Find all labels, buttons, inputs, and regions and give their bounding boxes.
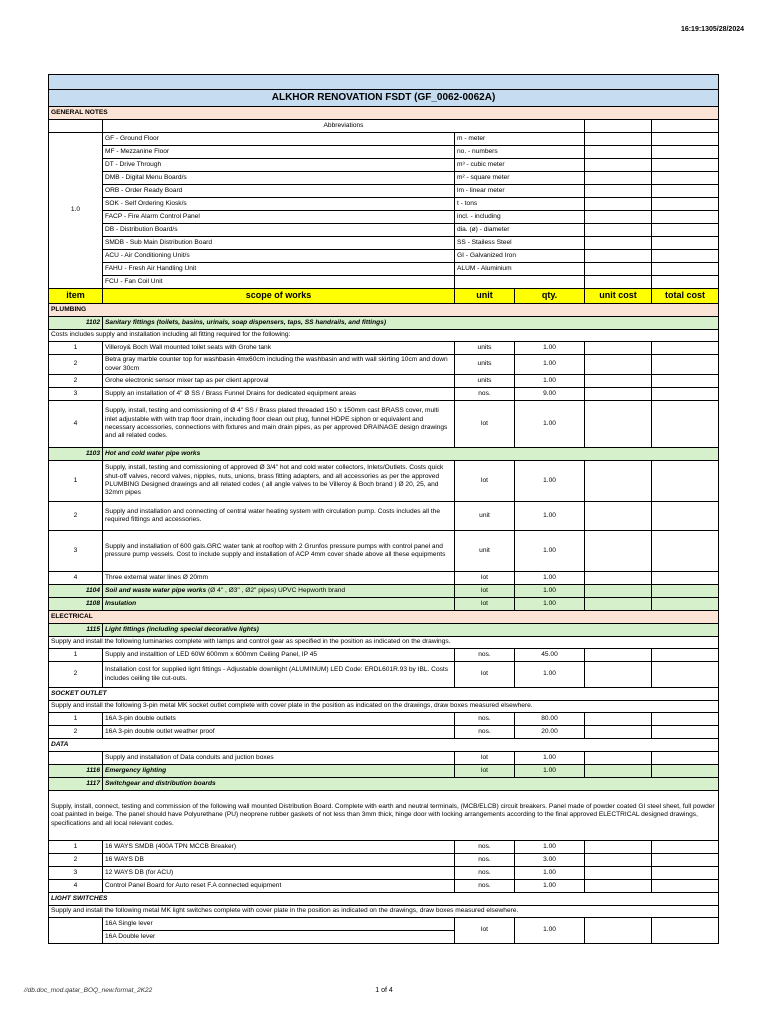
item-unit-cost (585, 572, 652, 585)
item-unit: lot (455, 918, 515, 944)
distribution-board-note: Supply, install, connect, testing and commission of the following wall mounted Distribution Board. Complete with earth and neutral terminals, (MCB/ELCB) circuit breakers. Panel made of powder coated GI steel sheet, full powder coat painted in beige. The panel should have Polyurethane (PU) neoprene rubber gaskets of not less than 3mm thick, hinge door with locking arrangements according to the final approved ELECTRICAL designed drawings, specifications and all local relevant codes. (49, 791, 719, 841)
section-title (103, 585, 455, 598)
item-unit-cost (585, 375, 652, 388)
item-row (49, 726, 719, 739)
subheading-row (49, 893, 719, 906)
item-number: 3 (49, 867, 103, 880)
item-qty: 1.00 (515, 867, 585, 880)
item-number: 1 (49, 841, 103, 854)
item-row (49, 342, 719, 355)
item-row (49, 713, 719, 726)
abbr-row (49, 172, 719, 185)
note-row (49, 906, 719, 918)
item-description: Three external water lines Ø 20mm (103, 572, 455, 585)
item-description: 16A Double lever (103, 931, 455, 944)
section-row (49, 765, 719, 778)
abbr-row (49, 146, 719, 159)
top-band (49, 75, 719, 90)
item-number: 3 (49, 531, 103, 572)
item-total-cost (652, 854, 719, 867)
item-number (49, 752, 103, 765)
item-unit: nos. (455, 867, 515, 880)
section-code: 1108 (49, 598, 103, 611)
item-unit-cost (585, 355, 652, 375)
subheading-row (49, 739, 719, 752)
item-unit-cost (585, 918, 652, 944)
abbr-blank (585, 250, 652, 263)
item-total-cost (652, 355, 719, 375)
abbr-blank (652, 185, 719, 198)
section-code: 1103 (49, 448, 103, 461)
section-unit: lot (455, 598, 515, 611)
item-qty: 20.00 (515, 726, 585, 739)
item-qty: 9.00 (515, 388, 585, 401)
abbr-right: incl. - including (455, 211, 585, 224)
section-title-text: Soil and waste water pipe works (105, 586, 207, 594)
abbr-blank (652, 250, 719, 263)
item-row (49, 649, 719, 662)
abbr-blank (585, 224, 652, 237)
section-row (49, 778, 719, 791)
item-qty: 1.00 (515, 880, 585, 893)
abbr-right: t - tons (455, 198, 585, 211)
item-total-cost (652, 752, 719, 765)
abbr-left: ORB - Order Ready Board (103, 185, 455, 198)
section-title: Switchgear and distribution boards (103, 778, 719, 791)
item-row (49, 375, 719, 388)
item-qty: 1.00 (515, 502, 585, 531)
item-number (49, 918, 103, 944)
abbr-blank (585, 133, 652, 146)
item-total-cost (652, 461, 719, 502)
item-number: 3 (49, 388, 103, 401)
item-description: 12 WAYS DB (for ACU) (103, 867, 455, 880)
section-title-rest: (Ø 4" , Ø3" , Ø2" pipes) UPVC Hepworth brand (206, 586, 346, 594)
item-number: 2 (49, 662, 103, 688)
boq-table (48, 74, 719, 944)
abbr-row (49, 237, 719, 250)
item-total-cost (652, 918, 719, 944)
item-row (49, 531, 719, 572)
category-row (49, 611, 719, 624)
item-row (49, 502, 719, 531)
abbr-blank (652, 237, 719, 250)
item-description: Betra gray marble counter top for washbasin 4mx60cm including the washbasin and with wall skirting 10cm and down cover 30cm (103, 355, 455, 375)
section-title: Sanitary fittings (toilets, basins, urinals, soap dispensers, taps, SS handrails, and fittings) (103, 317, 719, 330)
section-unit-cost (585, 585, 652, 598)
item-row (49, 388, 719, 401)
abbr-left: ACU - Air Conditioning Unit/s (103, 250, 455, 263)
abbr-left: FCU - Fan Coil Unit (103, 276, 455, 289)
item-unit: lot (455, 752, 515, 765)
item-description: 16 WAYS SMDB (400A TPN MCCB Breaker) (103, 841, 455, 854)
abbr-blank (652, 172, 719, 185)
section-unit-cost (585, 765, 652, 778)
item-qty: 1.00 (515, 401, 585, 448)
abbr-blank (652, 159, 719, 172)
item-total-cost (652, 726, 719, 739)
item-number: 4 (49, 880, 103, 893)
item-qty: 1.00 (515, 375, 585, 388)
note-row (49, 637, 719, 649)
item-qty: 45.00 (515, 649, 585, 662)
section-unit-cost (585, 598, 652, 611)
item-qty: 1.00 (515, 841, 585, 854)
item-unit: nos. (455, 388, 515, 401)
item-description: Supply and installation of Data conduits and juction boxes (103, 752, 455, 765)
footer-doc-path: //db.doc_mod.qatar_BOQ_new.format_2K22 (24, 987, 153, 994)
subheading-row (49, 688, 719, 701)
item-unit: units (455, 355, 515, 375)
light-switches-heading: LIGHT SWITCHES (49, 893, 719, 906)
item-row (49, 867, 719, 880)
abbr-left: DT - Drive Through (103, 159, 455, 172)
item-unit: nos. (455, 854, 515, 867)
abbr-blank (585, 185, 652, 198)
item-total-cost (652, 662, 719, 688)
section-title: Hot and cold water pipe works (103, 448, 719, 461)
section-qty: 1.00 (515, 765, 585, 778)
item-qty: 3.00 (515, 854, 585, 867)
abbr-blank (652, 276, 719, 289)
section-title: Insulation (103, 598, 455, 611)
section-row (49, 317, 719, 330)
electrical-note: Supply and install the following luminaries complete with lamps and control gear as specified in the position as indicated on the drawings. (49, 637, 719, 649)
abbr-row (49, 133, 719, 146)
plumbing-heading: PLUMBING (49, 304, 719, 317)
header-row (49, 289, 719, 304)
socket-outlet-heading: SOCKET OUTLET (49, 688, 719, 701)
timestamp: 16:19:1305/28/2024 (680, 26, 744, 33)
item-total-cost (652, 375, 719, 388)
item-unit-cost (585, 713, 652, 726)
item-description: Control Panel Board for Auto reset F.A connected equipment (103, 880, 455, 893)
item-qty: 1.00 (515, 918, 585, 944)
item-unit-cost (585, 867, 652, 880)
item-row (49, 752, 719, 765)
abbr-right: dia. (ø) - diameter (455, 224, 585, 237)
item-number: 2 (49, 502, 103, 531)
item-unit: unit (455, 502, 515, 531)
item-number: 1 (49, 713, 103, 726)
item-unit-cost (585, 401, 652, 448)
item-qty: 1.00 (515, 342, 585, 355)
item-unit-cost (585, 461, 652, 502)
item-unit: unit (455, 531, 515, 572)
item-number: 4 (49, 401, 103, 448)
item-description: Supply, install, testing and comissioning of approved Ø 3/4" hot and cold water collectors, Inlets/Outlets. Costs quick shut-off valves, record valves, nipples, nuts, unions, brass fitting adapters, and all accessories as per the approved PLUMBING Designed drawings and all related codes ( all angle valves to be Villeroy & Boch brand ) Ø 20, 25, and 32mm pipes (103, 461, 455, 502)
abbr-left: SMDB - Sub Main Distribution Board (103, 237, 455, 250)
abbr-row (49, 159, 719, 172)
abbr-row (49, 224, 719, 237)
header-total-cost: total cost (652, 289, 719, 304)
item-row (49, 355, 719, 375)
abbr-blank (652, 133, 719, 146)
abbr-right (455, 276, 585, 289)
abbr-right: SS - Stailess Steel (455, 237, 585, 250)
note-row (49, 791, 719, 841)
abbr-left: FACP - Fire Alarm Control Panel (103, 211, 455, 224)
abbr-blank (652, 211, 719, 224)
abbr-left: DMB - Digital Menu Board/s (103, 172, 455, 185)
item-qty: 1.00 (515, 531, 585, 572)
section-title: Light fittings (including special decorative lights) (103, 624, 719, 637)
abbr-blank (585, 211, 652, 224)
abbr-row (49, 276, 719, 289)
abbr-row (49, 211, 719, 224)
abbr-left: GF - Ground Floor (103, 133, 455, 146)
item-row (49, 461, 719, 502)
item-unit-cost (585, 388, 652, 401)
item-total-cost (652, 649, 719, 662)
item-total-cost (652, 388, 719, 401)
item-unit: lot (455, 572, 515, 585)
item-unit-cost (585, 342, 652, 355)
item-description: Villeroy& Boch Wall mounted toilet seats with Grohe tank (103, 342, 455, 355)
item-description: Supply an installation of 4" Ø SS / Brass Funnel Drains for dedicated equipment areas (103, 388, 455, 401)
section-total-cost (652, 585, 719, 598)
item-description: 16A 3-pin double outlets (103, 713, 455, 726)
abbr-right: no. - numbers (455, 146, 585, 159)
item-row (49, 841, 719, 854)
note-row (49, 701, 719, 713)
item-total-cost (652, 531, 719, 572)
item-unit-cost (585, 726, 652, 739)
header-item: item (49, 289, 103, 304)
abbr-row (49, 263, 719, 276)
abbr-left: FAHU - Fresh Air Handling Unit (103, 263, 455, 276)
item-unit: nos. (455, 713, 515, 726)
section-total-cost (652, 598, 719, 611)
abbreviations-heading: Abbreviations (103, 120, 585, 133)
item-row (49, 880, 719, 893)
abbr-left: SOK - Self Ordering Kiosk/s (103, 198, 455, 211)
abbr-blank (585, 198, 652, 211)
item-unit: nos. (455, 726, 515, 739)
abbr-blank (585, 172, 652, 185)
socket-outlet-note: Supply and install the following 3-pin metal MK socket outlet complete with cover plate in the position as indicated on the drawings, draw boxes measured elsewhere. (49, 701, 719, 713)
item-row (49, 572, 719, 585)
item-unit-cost (585, 502, 652, 531)
section-qty: 1.00 (515, 598, 585, 611)
header-scope: scope of works (103, 289, 455, 304)
item-unit-cost (585, 854, 652, 867)
item-description: 16A 3-pin double outlet weather proof (103, 726, 455, 739)
item-row (49, 401, 719, 448)
item-total-cost (652, 841, 719, 854)
section-unit: lot (455, 585, 515, 598)
item-unit: lot (455, 401, 515, 448)
abbr-blank (652, 146, 719, 159)
item-unit: lot (455, 662, 515, 688)
item-total-cost (652, 502, 719, 531)
abbr-right: m - meter (455, 133, 585, 146)
item-total-cost (652, 572, 719, 585)
abbr-blank (652, 198, 719, 211)
item-qty: 1.00 (515, 572, 585, 585)
abbr-blank (585, 263, 652, 276)
abbr-right: ALUM - Aluminium (455, 263, 585, 276)
item-description: 16 WAYS DB (103, 854, 455, 867)
abbr-row (49, 250, 719, 263)
item-unit-cost (585, 841, 652, 854)
section-total-cost (652, 765, 719, 778)
item-number: 4 (49, 572, 103, 585)
section-row (49, 624, 719, 637)
footer-page-number: 1 of 4 (375, 987, 393, 994)
header-unit-cost: unit cost (585, 289, 652, 304)
abbr-blank (585, 146, 652, 159)
abbr-blank (585, 276, 652, 289)
item-total-cost (652, 401, 719, 448)
item-unit: nos. (455, 649, 515, 662)
note-row (49, 330, 719, 342)
page-title: ALKHOR RENOVATION FSDT (GF_0062-0062A) (49, 90, 719, 107)
item-qty: 80.00 (515, 713, 585, 726)
abbr-blank (652, 224, 719, 237)
item-number: 2 (49, 355, 103, 375)
item-unit: nos. (455, 880, 515, 893)
abbr-row (49, 185, 719, 198)
item-description: 16A Single lever (103, 918, 455, 931)
section-row (49, 448, 719, 461)
item-qty: 1.00 (515, 662, 585, 688)
abbr-row (49, 198, 719, 211)
abbr-blank (585, 237, 652, 250)
item-number: 1 (49, 342, 103, 355)
abbr-right: m³ - cubic meter (455, 159, 585, 172)
header-unit: unit (455, 289, 515, 304)
light-switches-note: Supply and install the following metal MK light switches complete with cover plate in the position as indicated on the drawings, draw boxes measured elsewhere. (49, 906, 719, 918)
item-unit-cost (585, 880, 652, 893)
item-total-cost (652, 342, 719, 355)
item-qty: 1.00 (515, 752, 585, 765)
item-number: 2 (49, 375, 103, 388)
section-unit: lot (455, 765, 515, 778)
data-heading: DATA (49, 739, 719, 752)
item-unit: units (455, 342, 515, 355)
item-unit: lot (455, 461, 515, 502)
section-code: 1115 (49, 624, 103, 637)
category-row (49, 304, 719, 317)
item-number: 1 (49, 649, 103, 662)
item-description: Supply and installation of 600 gals.GRC water tank at rooftop with 2 Grunfos pressure pumps with control panel and pressure pump vessels. Cost to include supply and installation of ACP 4mm cover shade above all these equipments (103, 531, 455, 572)
abbr-left: MF - Mezzanine Floor (103, 146, 455, 159)
item-description: Supply, install, testing and comissioning of Ø 4" SS / Brass plated threaded 150 x 150mm cast BRASS cover, multi inlet adjustable with with trap floor drain, including floor clean out plug, funnel HDPE siphon or equivalent and necessary accessories, connections with fixtures and main drain pipes, as per approved DRAINAGE design drawings and all related codes. (103, 401, 455, 448)
abbr-right: GI - Galvanized Iron (455, 250, 585, 263)
abbr-blank (585, 159, 652, 172)
section-code: 1116 (49, 765, 103, 778)
plumbing-note: Costs includes supply and installation including all fitting required for the following: (49, 330, 719, 342)
section-row (49, 598, 719, 611)
item-number: 2 (49, 854, 103, 867)
section-code: 1117 (49, 778, 103, 791)
item-unit-cost (585, 752, 652, 765)
abbr-item-number: 1.0 (49, 133, 103, 289)
item-unit-cost (585, 531, 652, 572)
section-title: Emergency lighting (103, 765, 455, 778)
section-qty: 1.00 (515, 585, 585, 598)
item-total-cost (652, 713, 719, 726)
item-description: Supply and installtion of LED 60W 600mm x 600mm Ceiling Panel, IP 45 (103, 649, 455, 662)
item-unit: units (455, 375, 515, 388)
general-notes-heading: GENERAL NOTES (49, 107, 719, 120)
abbr-right: lm - linear meter (455, 185, 585, 198)
electrical-heading: ELECTRICAL (49, 611, 719, 624)
abbr-right: m² - square meter (455, 172, 585, 185)
abbr-blank (652, 263, 719, 276)
item-total-cost (652, 867, 719, 880)
item-description: Supply and installation and connecting of central water heating system with circulation pump. Costs includes all the required fittings and accessories. (103, 502, 455, 531)
item-qty: 1.00 (515, 461, 585, 502)
item-row (49, 662, 719, 688)
item-total-cost (652, 880, 719, 893)
abbr-left: DB - Distribution Board/s (103, 224, 455, 237)
section-code: 1104 (49, 585, 103, 598)
item-description: Installation cost for supplied light fittings - Adjustable downlight (ALUMINUM) LED Code: ERDL601R.93 by IBL. Costs includes ceiling tile cut-outs. (103, 662, 455, 688)
section-code: 1102 (49, 317, 103, 330)
item-number: 2 (49, 726, 103, 739)
item-unit: nos. (455, 841, 515, 854)
item-number: 1 (49, 461, 103, 502)
item-row (49, 854, 719, 867)
item-unit-cost (585, 649, 652, 662)
section-row (49, 585, 719, 598)
item-row (49, 918, 719, 931)
item-unit-cost (585, 662, 652, 688)
header-qty: qty. (515, 289, 585, 304)
item-qty: 1.00 (515, 355, 585, 375)
item-description: Grohe electronic sensor mixer tap as per client approval (103, 375, 455, 388)
